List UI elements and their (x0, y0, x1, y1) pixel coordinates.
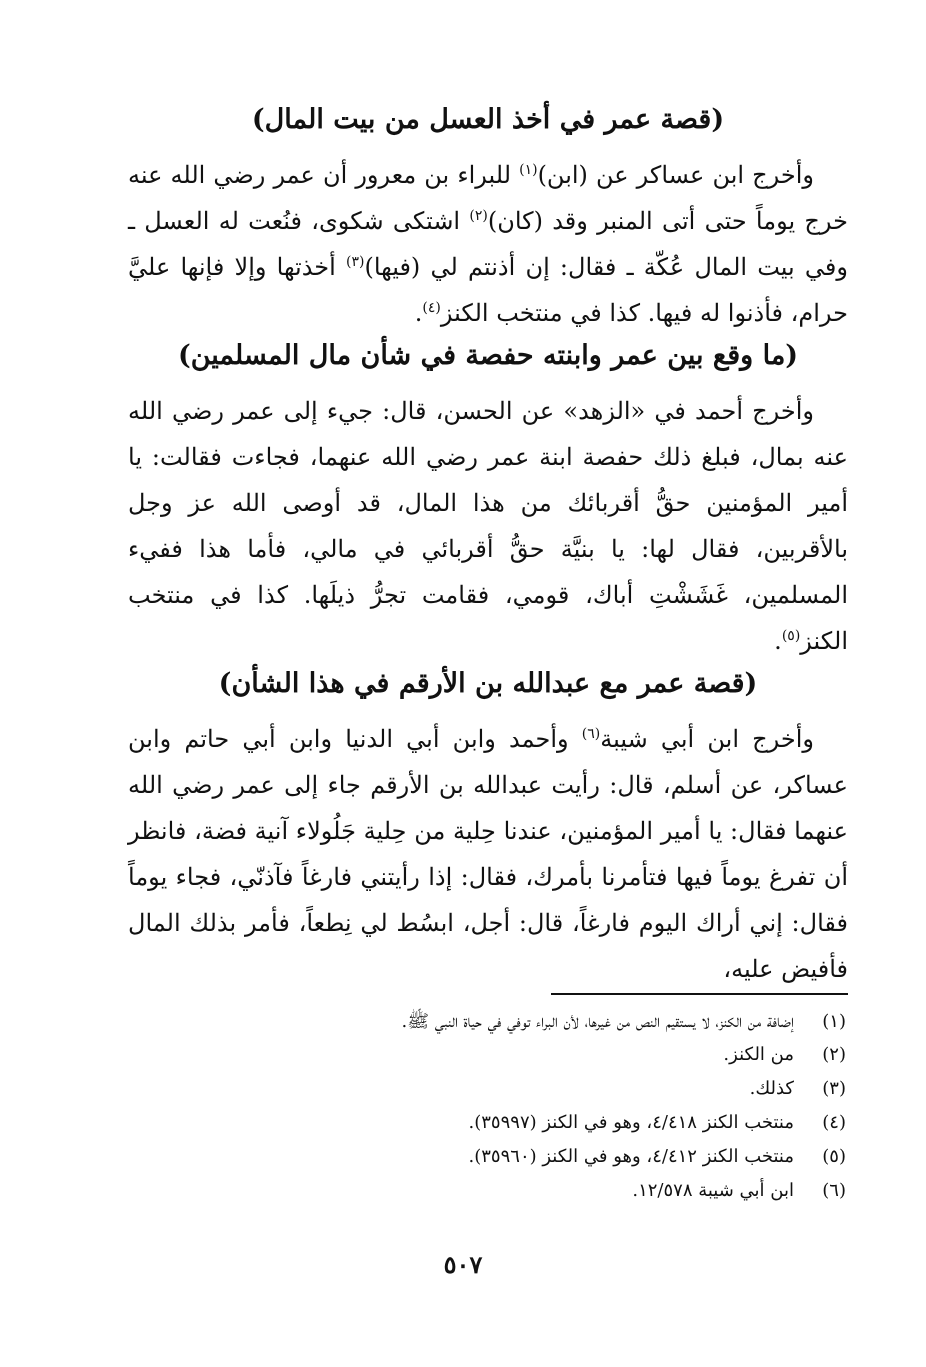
section-paragraph (128, 152, 848, 336)
footnote-text: ابن أبي شيبة ١٢/٥٧٨. (632, 1180, 794, 1201)
section-2 (128, 336, 848, 664)
paragraph-text: وأخرج ابن أبي شيبة (600, 725, 814, 753)
footnote-number: (٢) (822, 1044, 846, 1065)
footnote-text: منتخب الكنز ٤/٤١٨، وهو في الكنز (٣٥٩٩٧). (468, 1112, 794, 1133)
footnote-number: (٥) (822, 1146, 846, 1167)
footnote-item (146, 1078, 846, 1112)
section-paragraph (128, 716, 848, 992)
footnote-number: (٦) (822, 1180, 846, 1201)
footnote-number: (١) (822, 1011, 846, 1032)
paragraph-text: وأخرج أحمد في «الزهد» عن الحسن، قال: جيء إلى عمر رضي الله عنه بمال، فبلغ ذلك حفصة ابنة عمر رضي الله عنهما، فجاءت فقالت: يا أمير المؤمنين حقُّ أقربائك من هذا المال، قد أوصى الله عز وجل بالأقربين، فقال لها: يا بنيَّة حقُّ أقربائي في مالي، فأما هذا ففيء المسلمين، غَشَشْتِ أباك، قومي، فقامت تجرُّ ذيلَها. كذا في منتخب الكنز (128, 397, 848, 655)
section-heading: (قصة عمر مع عبدالله بن الأرقم في هذا الشأن) (218, 668, 758, 699)
footnote-text: منتخب الكنز ٤/٤١٢، وهو في الكنز (٣٥٩٦٠). (468, 1146, 794, 1167)
page-body (128, 100, 848, 992)
footnote-ref: (٢) (469, 208, 488, 224)
footnote-text: كذلك. (749, 1078, 794, 1099)
paragraph-text: . (414, 299, 423, 327)
footnote-number: (٣) (822, 1078, 846, 1099)
page-number: ٥٠٧ (443, 1250, 483, 1279)
section-1 (128, 100, 848, 336)
footnote-item (146, 1146, 846, 1180)
paragraph-text: وأخرج ابن عساكر عن (ابن) (537, 161, 814, 189)
section-heading: (ما وقع بين عمر وابنته حفصة في شأن مال المسلمين) (177, 340, 799, 371)
footnote-item (146, 1010, 846, 1044)
section-3 (128, 664, 848, 992)
footnote-item (146, 1044, 846, 1078)
footnote-text: إضافة من الكنز، لا يستقيم النص من غيرها، لأن البراء توفي في حياة النبي ﷺ. (401, 1011, 794, 1032)
paragraph-text: اشتكى شكوى، فنُعت له العسل ـ وفي بيت المال عُكّة ـ فقال: إن أذنتم لي (فيها) (128, 207, 848, 281)
footnote-ref: (٥) (781, 628, 801, 644)
footnote-item (146, 1180, 846, 1214)
section-heading: (قصة عمر في أخذ العسل من بيت المال) (251, 104, 725, 135)
footnote-text: من الكنز. (723, 1044, 794, 1065)
footnote-number: (٤) (822, 1112, 846, 1133)
footnote-ref: (١) (519, 162, 538, 178)
paragraph-text: للبراء بن معرور أن عمر رضي الله عنه خرج يوماً حتى أتى المنبر وقد (كان) (128, 161, 849, 235)
footnotes (146, 1010, 846, 1214)
footnote-ref: (٦) (581, 726, 601, 742)
paragraph-text: وأحمد وابن أبي الدنيا وابن أبي حاتم وابن عساكر، عن أسلم، قال: رأيت عبدالله بن الأرقم جاء إلى عمر رضي الله عنهما فقال: يا أمير المؤمنين، عندنا حِلية من حِلية جَلُولاء آنية فضة، فانظر أن تفرغ يوماً فيها فتأمرنا بأمرك، فقال: إذا رأيتني فارغاً فآذنّي، فجاء يوماً فقال: إني أراك اليوم فارغاً، قال: أجل، ابسُط لي نِطعاً، فأمر بذلك المال فأفيض عليه، (128, 725, 848, 983)
footnote-ref: (٣) (346, 254, 365, 270)
footnote-divider (551, 993, 848, 995)
section-paragraph (128, 388, 848, 664)
paragraph-text: أخذتها وإلا فإنها عليَّ حرام، فأذنوا له فيها. كذا في منتخب الكنز (128, 253, 848, 327)
footnote-ref: (٤) (422, 300, 441, 316)
footnote-item (146, 1112, 846, 1146)
paragraph-text: . (774, 627, 782, 655)
